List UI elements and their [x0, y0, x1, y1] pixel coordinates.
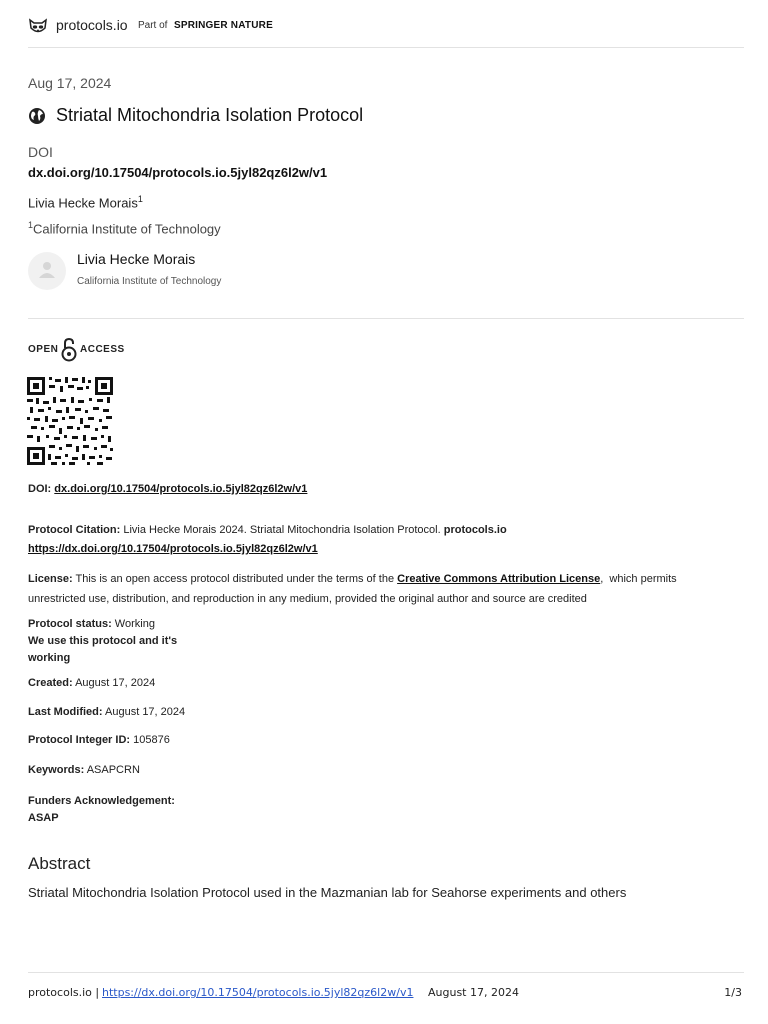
integer-id-label: Protocol Integer ID: — [28, 734, 131, 746]
keywords-row — [28, 764, 140, 776]
license-text-2: , which permits — [600, 573, 677, 585]
raccoon-icon[interactable] — [28, 16, 48, 41]
page-title: Striatal Mitochondria Isolation Protocol — [56, 105, 364, 125]
citation-label: Protocol Citation: — [28, 524, 121, 536]
license-link[interactable]: Creative Commons Attribution License — [397, 573, 601, 585]
created-label: Created: — [28, 677, 73, 689]
open-lock-icon — [61, 337, 77, 363]
keywords-value: ASAPCRN — [86, 764, 140, 776]
modified-label: Last Modified: — [28, 706, 103, 718]
part-of-label: Part of — [138, 20, 168, 31]
globe-icon — [28, 107, 46, 130]
license-label: License: — [28, 573, 73, 585]
doi-detail-row — [28, 483, 307, 495]
footer-link[interactable]: https://dx.doi.org/10.17504/protocols.io.5jyl82qz6l2w/v1 — [102, 986, 414, 999]
funders-label: Funders Acknowledgement: — [28, 795, 175, 807]
open-access-logo — [28, 337, 148, 363]
citation-link[interactable]: https://dx.doi.org/10.17504/protocols.io.5jyl82qz6l2w/v1 — [28, 543, 318, 555]
citation-source: protocols.io — [443, 524, 507, 536]
funders-block — [28, 793, 175, 827]
footer-date: August 17, 2024 — [428, 986, 519, 999]
person-icon — [39, 261, 55, 279]
license-block — [28, 569, 744, 609]
qr-code-icon — [27, 377, 113, 465]
status-note-line-1: We use this protocol and it's — [28, 635, 178, 647]
abstract-heading: Abstract — [28, 854, 91, 873]
doi-detail-label: DOI: — [28, 483, 52, 495]
keywords-label: Keywords: — [28, 764, 85, 776]
created-row — [28, 677, 155, 689]
citation-text: Livia Hecke Morais 2024. Striatal Mitochondria Isolation Protocol. — [123, 524, 441, 536]
abstract-text: Striatal Mitochondria Isolation Protocol used in the Mazmanian lab for Seahorse experiments and others — [28, 885, 627, 900]
section-divider — [28, 318, 744, 319]
author-card-affiliation: California Institute of Technology — [77, 276, 222, 287]
author-superscript: 1 — [137, 194, 143, 204]
created-value: August 17, 2024 — [75, 677, 156, 689]
author-line — [28, 194, 143, 210]
author-name[interactable]: Livia Hecke Morais — [28, 195, 138, 211]
license-text-1: This is an open access protocol distributed under the terms of the — [75, 573, 395, 585]
modified-value: August 17, 2024 — [105, 706, 186, 718]
modified-row — [28, 706, 185, 718]
affiliation-superscript: 1 — [28, 220, 34, 230]
license-text-3: unrestricted use, distribution, and reproduction in any medium, provided the original author and source are credited — [28, 593, 587, 605]
open-access-access-text: ACCESS — [80, 344, 125, 355]
footer-divider — [28, 972, 744, 973]
publish-date: Aug 17, 2024 — [28, 75, 112, 91]
footer-page-number: 1/3 — [724, 986, 742, 999]
publisher-logo: SPRINGER NATURE — [174, 20, 273, 31]
integer-id-row — [28, 734, 170, 746]
status-label: Protocol status: — [28, 618, 112, 630]
author-card[interactable] — [28, 250, 428, 294]
footer — [28, 986, 744, 1002]
brand-name[interactable]: protocols.io — [56, 17, 128, 33]
funders-value: ASAP — [28, 812, 59, 824]
status-block — [28, 616, 328, 667]
status-note-line-2: working — [28, 652, 71, 664]
citation-block — [28, 521, 744, 559]
status-value: Working — [114, 618, 155, 630]
doi-label: DOI — [28, 144, 53, 160]
affiliation-line — [28, 220, 221, 236]
doi-value[interactable]: dx.doi.org/10.17504/protocols.io.5jyl82qz6l2w/v1 — [28, 165, 328, 180]
avatar — [28, 252, 66, 290]
site-header — [28, 16, 744, 40]
integer-id-value: 105876 — [133, 734, 170, 746]
author-card-name[interactable]: Livia Hecke Morais — [77, 251, 196, 267]
doi-detail-link[interactable]: dx.doi.org/10.17504/protocols.io.5jyl82qz6l2w/v1 — [54, 483, 308, 495]
header-divider — [28, 47, 744, 48]
affiliation-name: California Institute of Technology — [33, 221, 221, 237]
footer-site: protocols.io | — [28, 986, 100, 999]
open-access-open-text: OPEN — [28, 344, 59, 355]
